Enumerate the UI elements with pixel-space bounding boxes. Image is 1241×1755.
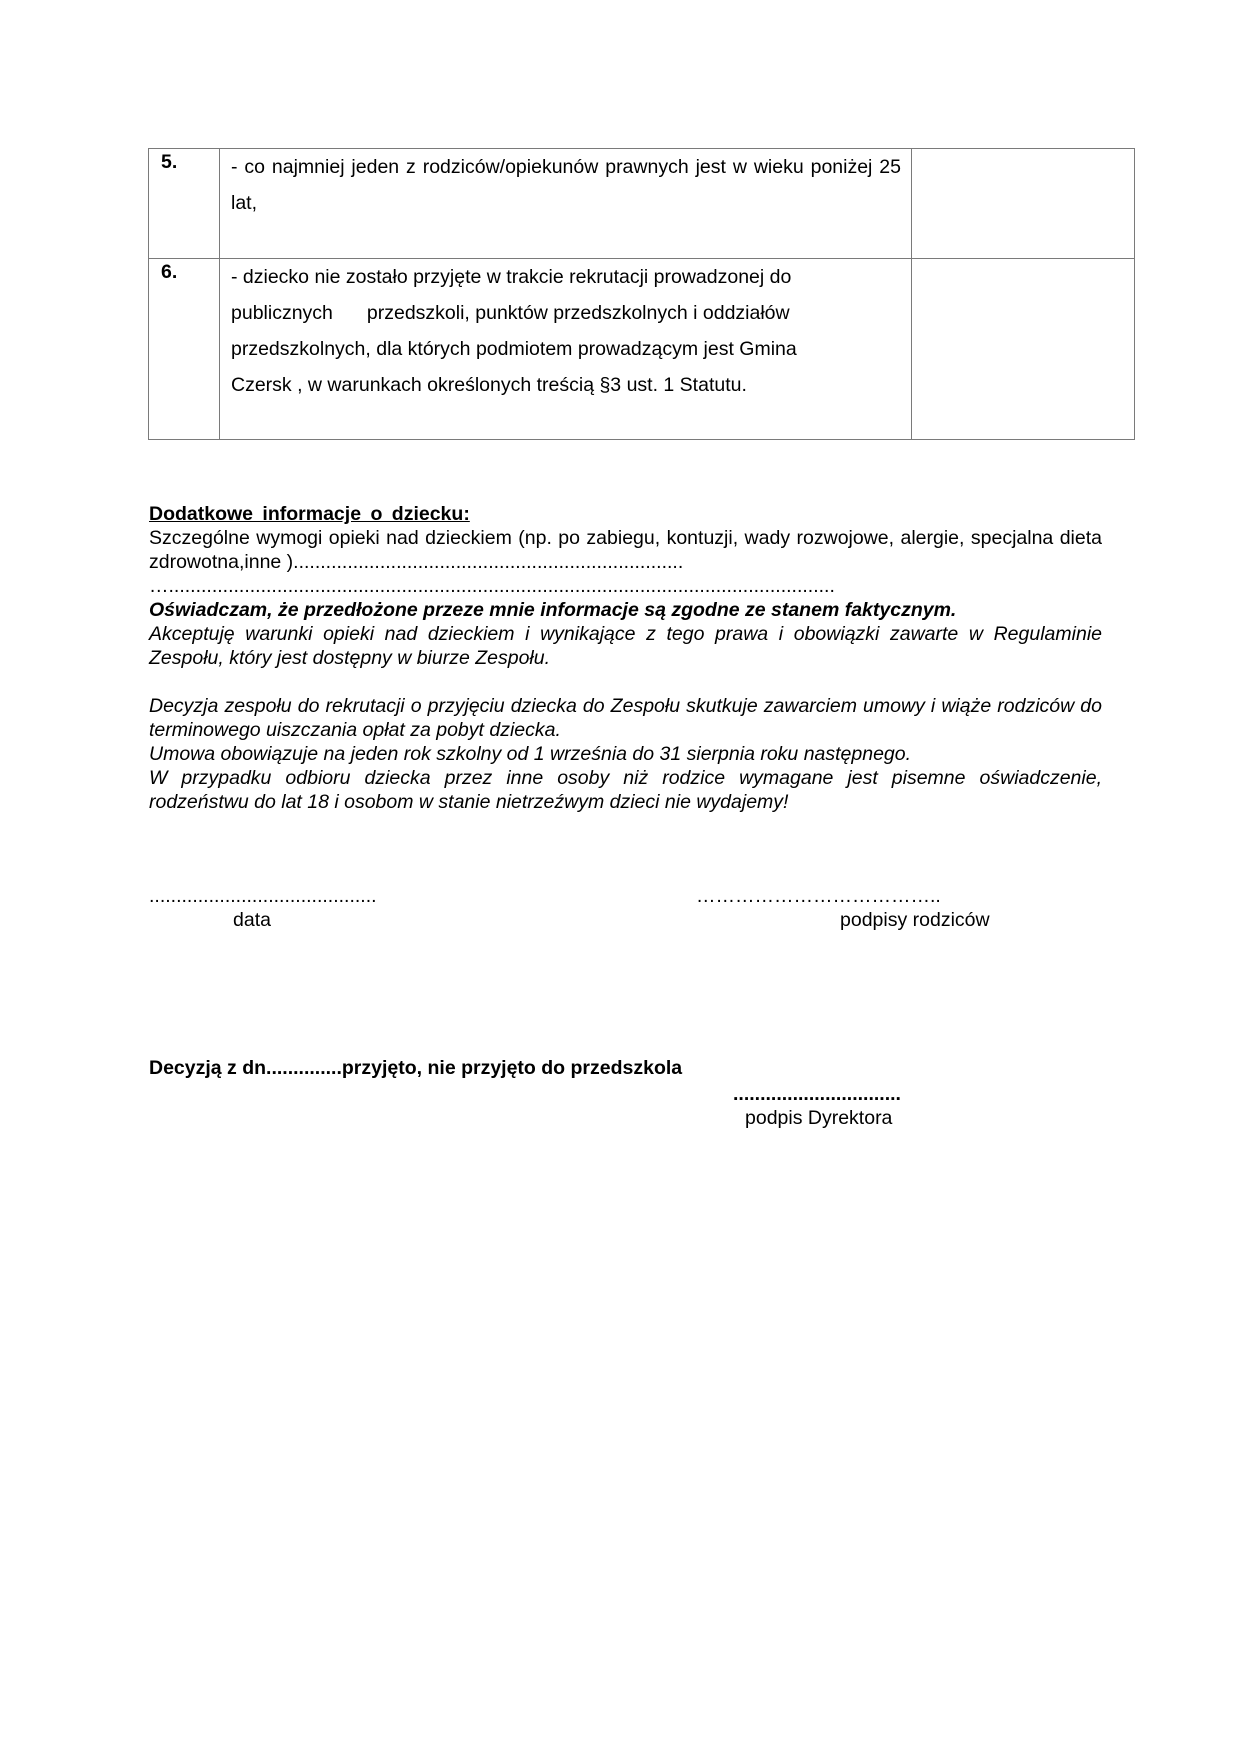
- row-mark-cell[interactable]: [912, 259, 1135, 440]
- decision-note: Decyzja zespołu do rekrutacji o przyjęciu dziecka do Zespołu skutkuje zawarciem umowy i wiąże rodziców do terminowego uiszczania opłat za pobyt dziecka.: [149, 695, 1102, 741]
- section-heading: Dodatkowe informacje o dziecku:: [149, 503, 470, 525]
- parents-signature-label: podpisy rodziców: [840, 909, 990, 931]
- declaration-text: Oświadczam, że przedłożone przeze mnie informacje są zgodne ze stanem faktycznym.: [149, 599, 957, 621]
- table-row: [149, 259, 1135, 440]
- row-number: 5.: [149, 149, 220, 259]
- date-signature-line[interactable]: ..........................................: [149, 885, 377, 907]
- spacer: [149, 670, 1102, 694]
- table-row: [149, 149, 1135, 259]
- row-description-line: przedszkolnych, dla których podmiotem prowadzącym jest Gmina: [231, 338, 797, 360]
- director-signature-line[interactable]: ...............................: [733, 1083, 901, 1105]
- row-description-fragment: publicznych: [231, 302, 333, 324]
- criteria-table: [148, 148, 1135, 440]
- additional-info-section: [149, 502, 1102, 814]
- contract-note: Umowa obowiązuje na jeden rok szkolny od 1 września do 31 sierpnia roku następnego.: [149, 743, 912, 765]
- row-description: - co najmniej jeden z rodziców/opiekunów prawnych jest w wieku poniżej 25 lat,: [220, 149, 912, 259]
- row-description-line: [231, 295, 901, 331]
- row-description: [220, 259, 912, 440]
- pickup-note: W przypadku odbioru dziecka przez inne osoby niż rodzice wymagane jest pisemne oświadczenie, rodzeństwu do lat 18 i osobom w stanie nietrzeźwym dzieci nie wydajemy!: [149, 767, 1102, 813]
- dotted-fill-line[interactable]: …...........................................................................................................................: [149, 575, 835, 597]
- row-description-line: - dziecko nie zostało przyjęte w trakcie rekrutacji prowadzonej do: [231, 266, 792, 288]
- acceptance-text: Akceptuję warunki opieki nad dzieckiem i wynikające z tego prawa i obowiązki zawarte w Regulaminie Zespołu, który jest dostępny w biurze Zespołu.: [149, 623, 1102, 669]
- row-number: 6.: [149, 259, 220, 440]
- director-signature-label: podpis Dyrektora: [745, 1107, 893, 1129]
- row-mark-cell[interactable]: [912, 149, 1135, 259]
- decision-text: Decyzją z dn..............przyjęto, nie przyjęto do przedszkola: [149, 1057, 683, 1079]
- row-description-line: Czersk , w warunkach określonych treścią §3 ust. 1 Statutu.: [231, 374, 747, 396]
- row-description-fragment: przedszkoli, punktów przedszkolnych i oddziałów: [366, 302, 790, 324]
- requirements-text[interactable]: Szczególne wymogi opieki nad dzieckiem (np. po zabiegu, kontuzji, wady rozwojowe, alergie, specjalna dieta zdrowotna,inne )........................................................................: [149, 527, 1102, 573]
- date-label: data: [233, 909, 271, 931]
- parents-signature-line[interactable]: ………………………………..: [696, 885, 941, 907]
